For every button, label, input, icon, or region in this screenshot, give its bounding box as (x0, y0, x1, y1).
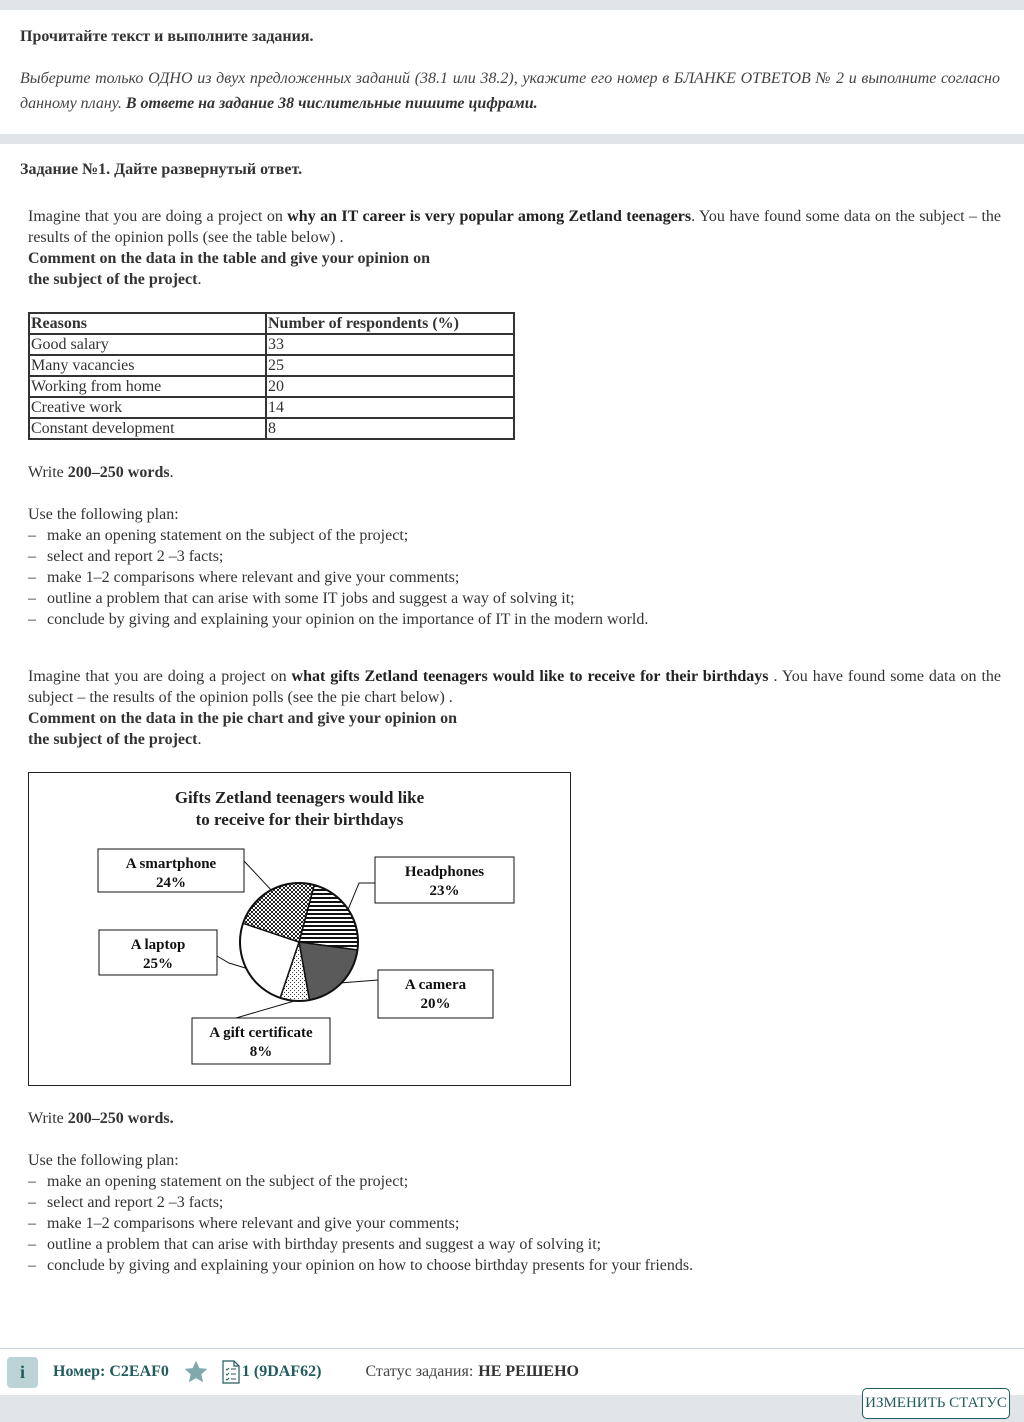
period: . (169, 464, 174, 481)
task1 (28, 206, 1001, 630)
checklist-document-icon[interactable] (222, 1360, 240, 1384)
task2-comment-line2: the subject of the project (28, 731, 198, 748)
word-range: 200–250 words (67, 464, 170, 481)
table-cell-value: 33 (266, 334, 514, 355)
table-header-row (29, 313, 514, 334)
task1-prompt-text-2: . You have found some data on the subject – the results of the opinion polls (see the table below) . (28, 208, 1001, 246)
task1-comment-line2: the subject of the project (28, 271, 198, 288)
task1-comment-line1: Comment on the data in the table and give your opinion on (28, 250, 430, 267)
dash: – (28, 527, 36, 544)
task2-prompt-text: Imagine that you are doing a project on (28, 668, 292, 685)
star-icon[interactable] (183, 1359, 209, 1385)
pie-chart (28, 772, 571, 1086)
instructions-block (0, 10, 1024, 134)
slice-value-label: 8% (249, 1044, 273, 1060)
dash: – (28, 590, 36, 607)
task2-topic: what gifts Zetland teenagers would like to receive for their birthdays (291, 668, 769, 685)
leader-line (342, 980, 378, 983)
table-cell-reason: Many vacancies (29, 355, 266, 376)
dash: – (28, 548, 36, 565)
table-header-respondents (266, 313, 514, 334)
reasons-table (28, 312, 515, 440)
task1-word-count (28, 462, 1001, 483)
instructions-title: Прочитайте текст и выполните задания. (20, 28, 314, 45)
table-cell-value: 25 (266, 355, 514, 376)
dash: – (28, 1173, 36, 1190)
task1-prompt-text: Imagine that you are doing a project on (28, 208, 288, 225)
dash: – (28, 1257, 36, 1274)
slice-value-label: 25% (143, 956, 173, 972)
task2-plan (28, 1171, 1001, 1276)
task1-comment-2 (28, 269, 1001, 290)
slice-value-label: 23% (429, 883, 460, 899)
word-range: 200–250 words. (67, 1110, 174, 1127)
task-number: Номер: C2EAF0 (53, 1363, 169, 1380)
table-cell-reason: Good salary (29, 334, 266, 355)
task2-prompt (28, 666, 1001, 708)
task2 (28, 666, 1001, 1276)
table-cell-reason: Constant development (29, 418, 266, 439)
plan-item-text: select and report 2 –3 facts; (47, 1194, 224, 1211)
slice-value-label: 20% (420, 996, 451, 1012)
plan-item (28, 588, 1001, 609)
task1-prompt (28, 206, 1001, 248)
dash: – (28, 569, 36, 586)
plan-item-text: select and report 2 –3 facts; (47, 548, 224, 565)
write-text: Write (28, 464, 68, 481)
task2-comment-line1: Comment on the data in the pie chart and give your opinion on (28, 710, 458, 727)
table-row (29, 376, 514, 397)
header-text: Number of respondents (%) (268, 315, 459, 332)
plan-item-text: conclude by giving and explaining your opinion on how to choose birthday presents for your friends. (47, 1257, 694, 1274)
table-row (29, 418, 514, 439)
leader-line (348, 883, 375, 909)
plan-item (28, 525, 1001, 546)
slice-label: A laptop (130, 937, 186, 953)
separator-band (0, 134, 1024, 144)
instructions-text-bold: В ответе на задание 38 числительные пишите цифрами. (125, 95, 538, 112)
plan-item (28, 1213, 1001, 1234)
task1-comment (28, 248, 1001, 269)
plan-item-text: make an opening statement on the subject of the project; (47, 1173, 409, 1190)
change-status-button[interactable]: ИЗМЕНИТЬ СТАТУС (862, 1388, 1010, 1419)
plan-item (28, 546, 1001, 567)
table-cell-value: 20 (266, 376, 514, 397)
table-header-reasons (29, 313, 266, 334)
slice-label: Headphones (404, 864, 485, 880)
top-band (0, 0, 1024, 10)
header-text: Reasons (31, 315, 88, 332)
leader-line (244, 849, 271, 890)
plan-item-text: make 1–2 comparisons where relevant and give your comments; (47, 1215, 460, 1232)
period: . (197, 731, 202, 748)
slice-value-label: 24% (156, 875, 186, 891)
variant-link[interactable]: 1 (9DAF62) (241, 1363, 322, 1380)
table-cell-reason: Creative work (29, 397, 266, 418)
chart-title-line1: Gifts Zetland teenagers would like (174, 788, 425, 807)
task1-plan (28, 525, 1001, 630)
plan-item (28, 1234, 1001, 1255)
slice-label: A gift certificate (209, 1025, 313, 1041)
instructions-text-plain: Выберите только ОДНО из двух предложенных заданий (38.1 или 38.2), укажите его номер в БЛАНКЕ ОТВЕТОВ № 2 и выполните согласно данному плану. (20, 70, 1000, 112)
dash: – (28, 1236, 36, 1253)
plan-item (28, 609, 1001, 630)
task2-plan-intro: Use the following plan: (28, 1152, 179, 1169)
plan-item-text: outline a problem that can arise with some IT jobs and suggest a way of solving it; (47, 590, 575, 607)
table-cell-reason: Working from home (29, 376, 266, 397)
period: . (197, 271, 202, 288)
plan-item-text: make 1–2 comparisons where relevant and give your comments; (47, 569, 460, 586)
task2-prompt-text-2: . You have found some data on the subject – the results of the opinion polls (see the pie chart below) . (28, 668, 1002, 706)
status-label: Статус задания: (365, 1363, 474, 1380)
task1-plan-intro: Use the following plan: (28, 506, 179, 523)
plan-item (28, 1192, 1001, 1213)
leader-line (236, 1001, 295, 1018)
pie-chart-svg (29, 773, 570, 1085)
dash: – (28, 611, 36, 628)
table-cell-value: 8 (266, 418, 514, 439)
plan-item-text: outline a problem that can arise with birthday presents and suggest a way of solving it; (47, 1236, 602, 1253)
instructions-text (20, 66, 1000, 116)
table-cell-value: 14 (266, 397, 514, 418)
table-row (29, 397, 514, 418)
slice-label: A smartphone (125, 856, 217, 872)
task2-comment (28, 708, 1001, 729)
task-header: Задание №1. Дайте развернутый ответ. (20, 161, 303, 178)
chart-title-line2: to receive for their birthdays (195, 810, 404, 829)
table-row (29, 334, 514, 355)
status-value: НЕ РЕШЕНО (478, 1363, 579, 1380)
dash: – (28, 1194, 36, 1211)
dash: – (28, 1215, 36, 1232)
plan-item-text: conclude by giving and explaining your opinion on the importance of IT in the modern world. (47, 611, 649, 628)
plan-item (28, 567, 1001, 588)
write-text: Write (28, 1110, 68, 1127)
task2-comment-2 (28, 729, 1001, 750)
task2-word-count (28, 1108, 1001, 1129)
table-row (29, 355, 514, 376)
task1-topic: why an IT career is very popular among Zetland teenagers (287, 208, 692, 225)
plan-item (28, 1255, 1001, 1276)
slice-label: A camera (404, 977, 467, 993)
plan-item-text: make an opening statement on the subject of the project; (47, 527, 409, 544)
plan-item (28, 1171, 1001, 1192)
task-body (0, 179, 1024, 1276)
spacer (28, 630, 1001, 666)
info-button[interactable]: i (7, 1357, 38, 1388)
